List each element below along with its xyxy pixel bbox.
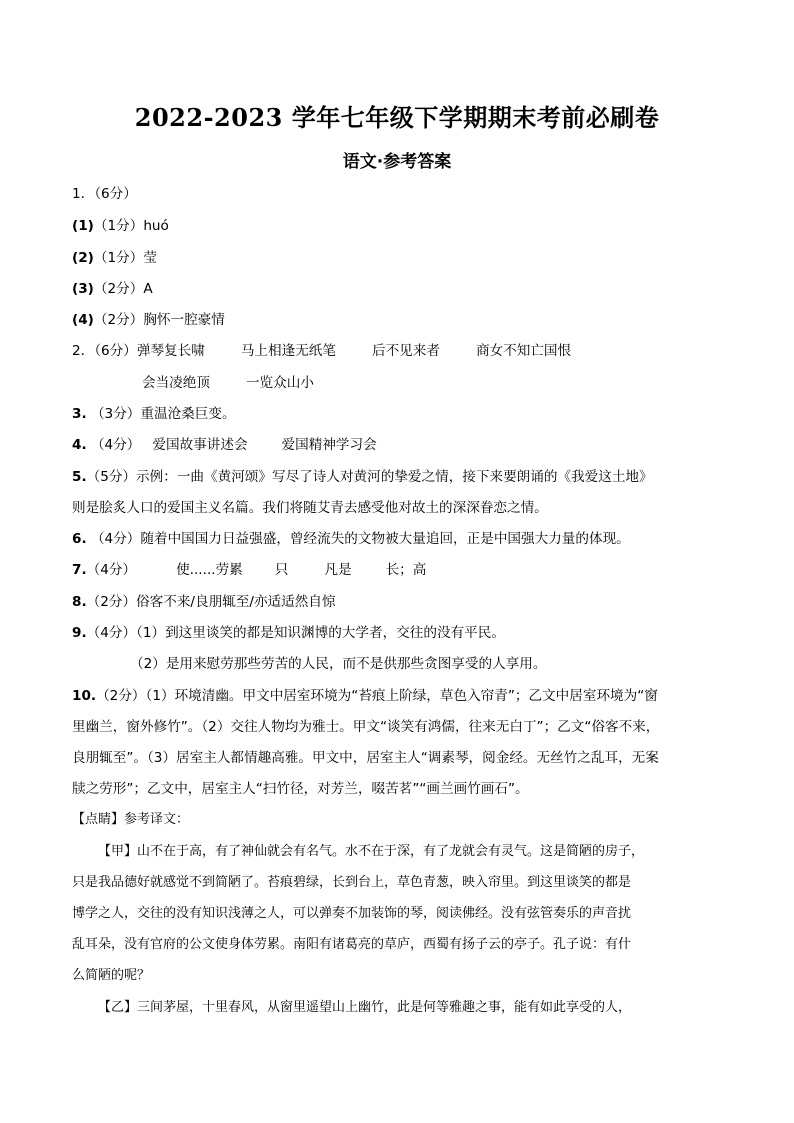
q8-answer: 8.（2分）俗客不来/良朋辄至/亦适适然自惊 xyxy=(72,594,336,610)
translation-jia-line4: 乱耳朵，没有官府的公文使身体劳累。南阳有诸葛亮的草庐，西蜀有扬子云的亭子。孔子说：有什 xyxy=(72,937,632,952)
page-subtitle: 语文·参考答案 xyxy=(342,152,452,172)
q1-heading: 1．（6分） xyxy=(72,186,137,202)
q1-part2: (2)（1分）莹 xyxy=(72,250,157,266)
translation-jia-line3: 博学之人，交往的没有知识浅薄之人，可以弹奏不加装饰的琴，阅读佛经。没有弦管奏乐的声音扰 xyxy=(72,906,632,921)
q5-answer-line1: 5.（5分）示例：一曲《黄河颂》写尽了诗人对黄河的挚爱之情，接下来要朗诵的《我爱这土地》 xyxy=(72,469,653,485)
translation-jia-line2: 只是我品德好就感觉不到简陋了。苔痕碧绿，长到台上，草色青葱，映入帘里。到这里谈笑的都是 xyxy=(72,875,632,890)
q10-answer-line4: 牍之劳形”；乙文中，居室主人“扫竹径，对芳兰，啜苦茗”“画兰画竹画石”。 xyxy=(72,781,529,797)
q2-answer-line1: 2．（6分）弹琴复长啸 马上相逢无纸笔 后不见来者 商女不知亡国恨 xyxy=(72,343,572,359)
q4-answer: 4. （4分） 爱国故事讲述会 爱国精神学习会 xyxy=(72,437,377,453)
q5-answer-line2: 则是脍炙人口的爱国主义名篇。我们将随艾青去感受他对故土的深深眷恋之情。 xyxy=(72,500,548,516)
q9-answer-line1: 9.（4分）（1）到这里谈笑的都是知识渊博的大学者，交往的没有平民。 xyxy=(72,625,505,641)
translation-jia-line5: 么简陋的呢？ xyxy=(72,968,151,983)
translation-yi-line1: 【乙】三间茅屋，十里春风，从窗里遥望山上幽竹，此是何等雅趣之事，能有如此享受的人， xyxy=(98,1000,632,1015)
q1-part3: (3)（2分）A xyxy=(72,281,153,297)
notes-heading: 【点睛】参考译文： xyxy=(72,812,190,827)
page-title: 2022-2023 学年七年级下学期期末考前必刷卷 xyxy=(134,103,660,132)
q7-answer: 7.（4分） 使......劳累 只 凡是 长；高 xyxy=(72,562,427,578)
q10-answer-line3: 良朋辄至”。（3）居室主人都情趣高雅。甲文中，居室主人“调素琴，阅金经。无丝竹之乱耳，无案 xyxy=(72,750,659,766)
q6-answer: 6. （4分）随着中国国力日益强盛，曾经流失的文物被大量追回，正是中国强大力量的体现。 xyxy=(72,531,630,547)
q10-answer-line2: 里幽兰，窗外修竹”。（2）交往人物均为雅士。甲文“谈笑有鸿儒，往来无白丁”；乙文“俗客不来， xyxy=(72,719,660,735)
q10-answer-line1: 10.（2分）（1）环境清幽。甲文中居室环境为“苔痕上阶绿，草色入帘青”；乙文中居室环境为“窗 xyxy=(72,688,658,704)
q3-answer: 3. （3分）重温沧桑巨变。 xyxy=(72,406,236,422)
q1-part1: (1)（1分）huó xyxy=(72,218,169,234)
translation-jia-line1: 【甲】山不在于高，有了神仙就会有名气。水不在于深，有了龙就会有灵气。这是简陋的房子， xyxy=(98,844,645,859)
q1-part4: (4)（2分）胸怀一腔豪情 xyxy=(72,312,225,328)
q9-answer-line2: （2）是用来慰劳那些劳苦的人民，而不是供那些贪图享受的人享用。 xyxy=(130,656,547,672)
q2-answer-line2: 会当凌绝顶 一览众山小 xyxy=(142,375,314,391)
